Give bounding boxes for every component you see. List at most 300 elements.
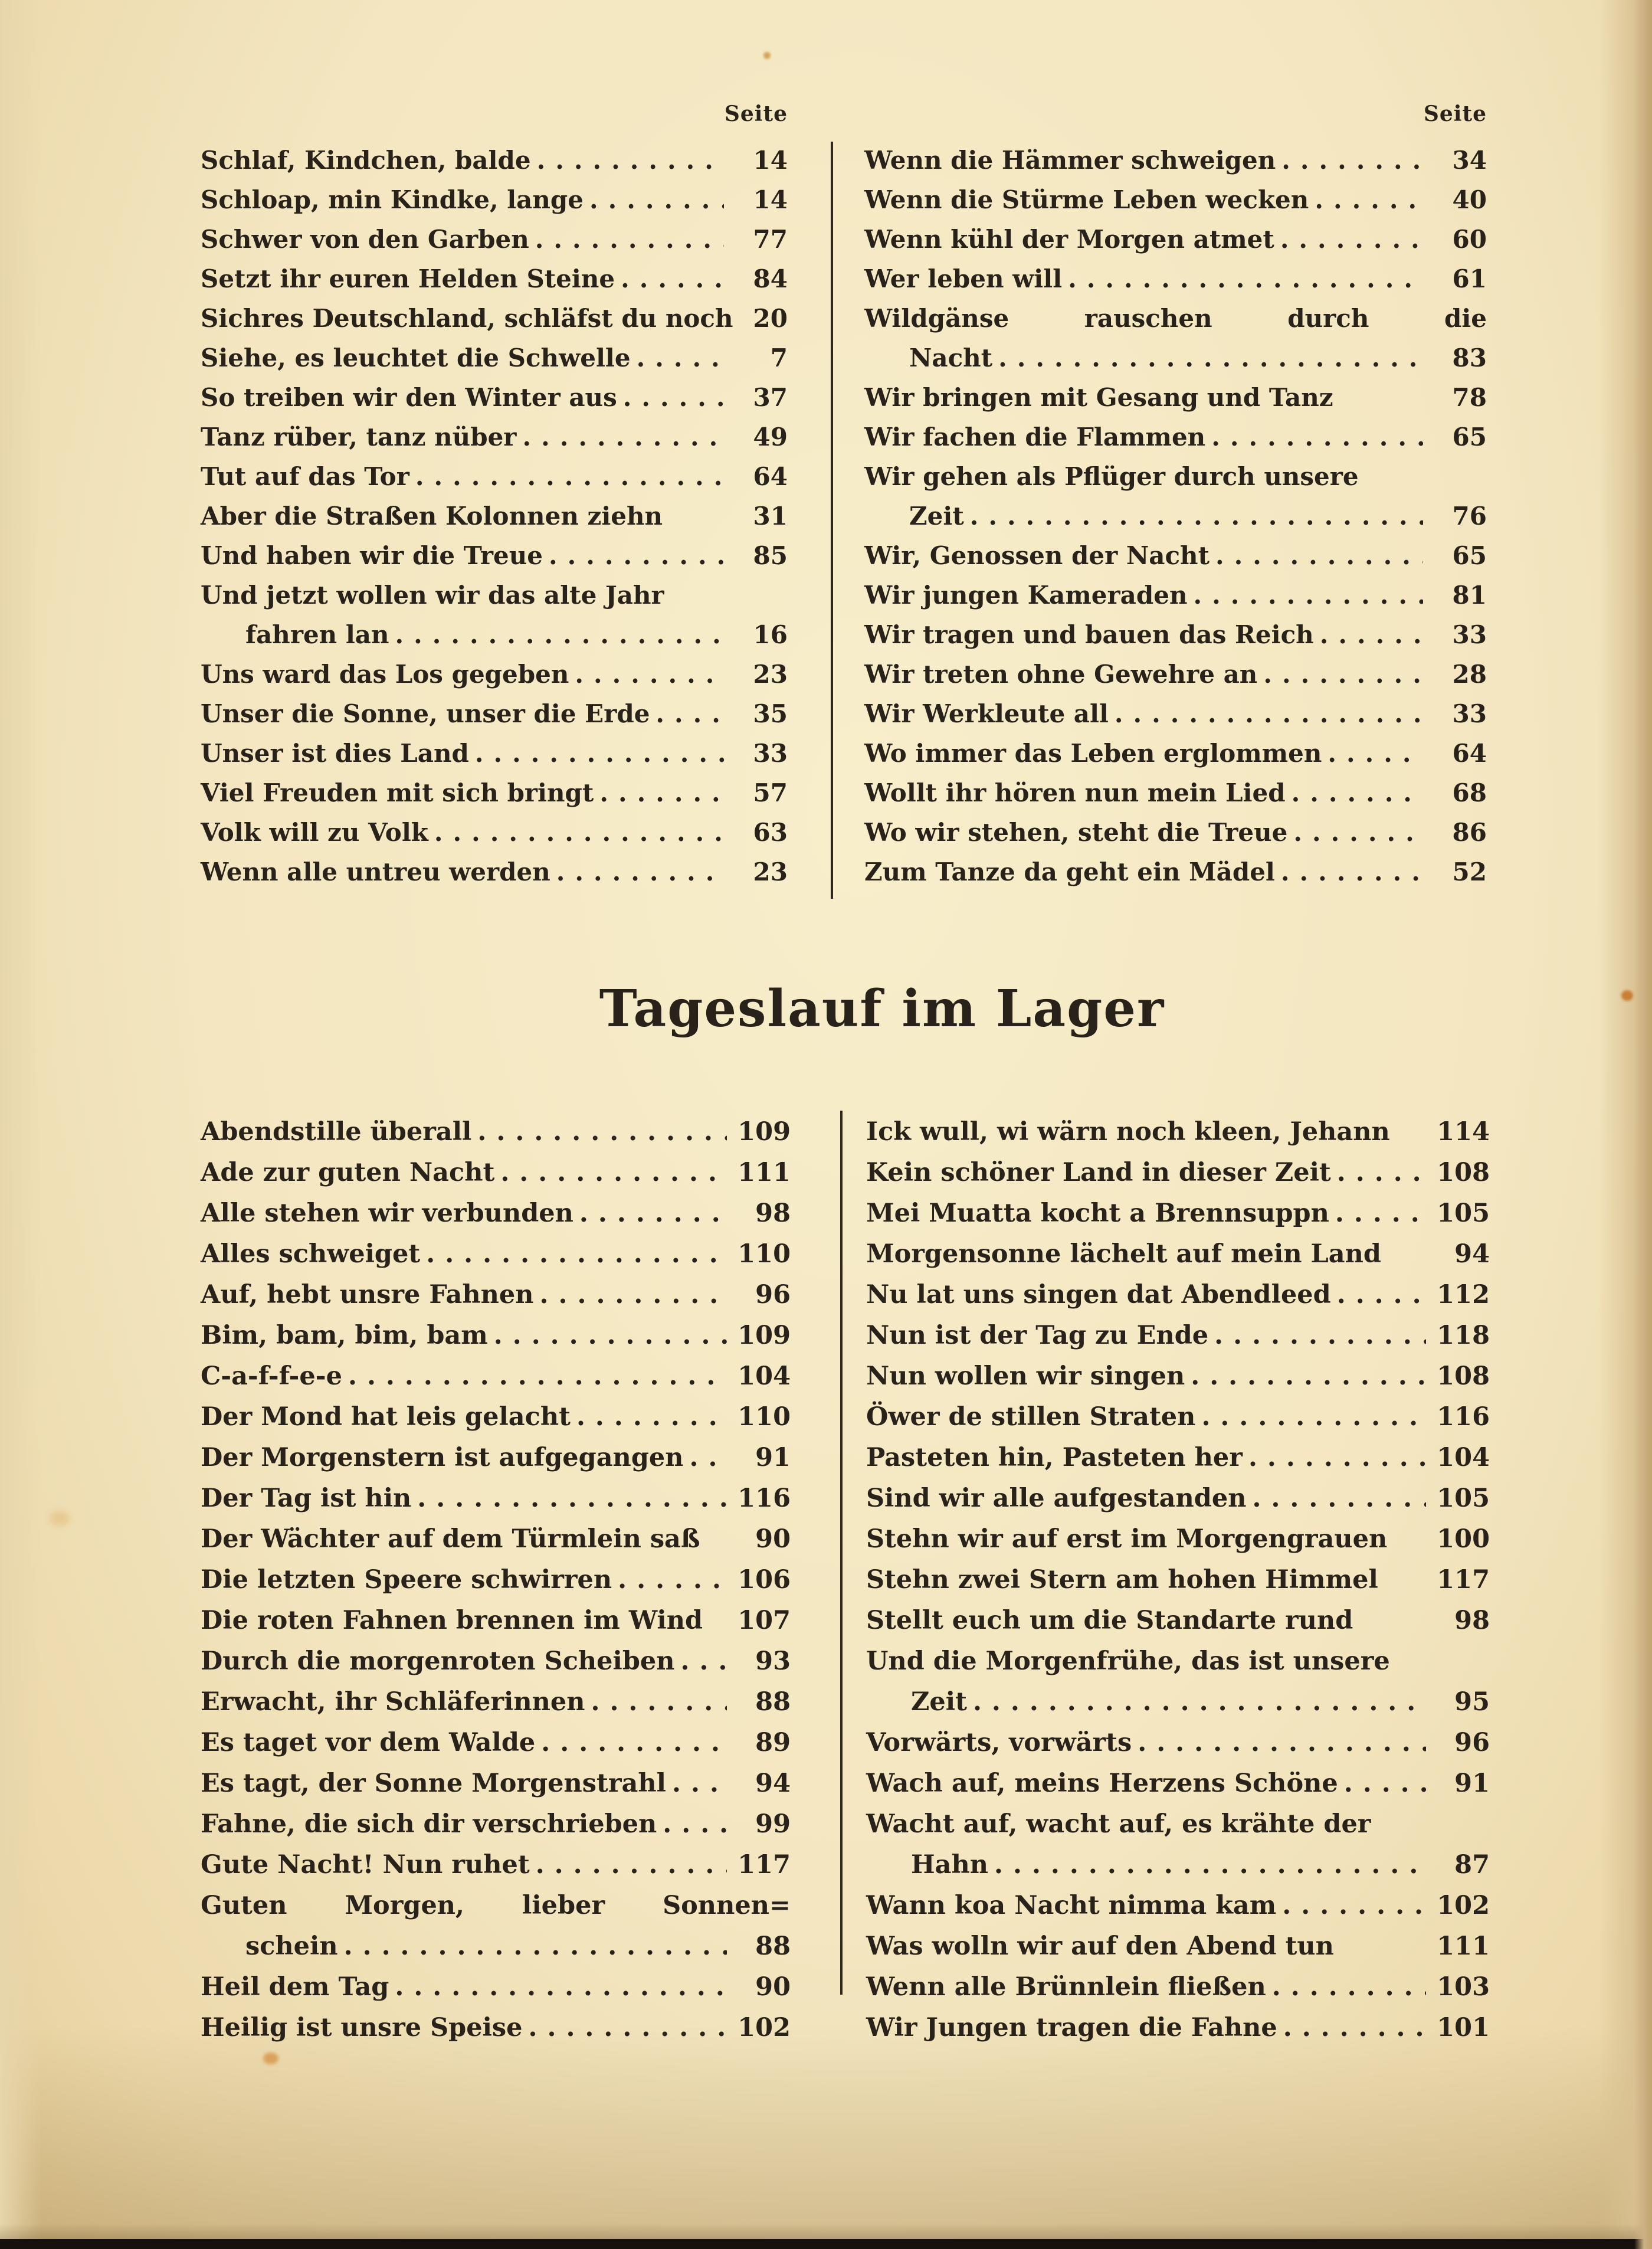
song-title: Wir bringen mit Gesang und Tanz (864, 383, 1333, 412)
song-title: Gute Nacht! Nun ruhet (201, 1850, 530, 1880)
dot-leader (1292, 773, 1423, 813)
song-title: Und haben wir die Treue (201, 541, 543, 570)
song-title: Die roten Fahnen brennen im Wind (201, 1606, 703, 1635)
song-title: Wo immer das Leben erglommen (864, 739, 1322, 768)
toc-entry-line (864, 299, 1487, 338)
toc-entry-line (201, 575, 788, 615)
toc-column-camp-left (201, 1112, 791, 2048)
page-number: 81 (1452, 581, 1487, 610)
dot-leader (549, 536, 724, 575)
toc-entry (201, 654, 788, 694)
toc-entry (864, 773, 1487, 813)
page-number: 76 (1452, 502, 1487, 531)
page-number: 104 (738, 1361, 791, 1391)
page-number: 84 (753, 264, 788, 293)
dot-leader (529, 2008, 727, 2048)
dot-leader (434, 813, 724, 852)
toc-entry (201, 1967, 791, 2008)
toc-entry (201, 1763, 791, 1804)
song-title: Wir Jungen tragen die Fahne (866, 2013, 1277, 2042)
song-title: Siehe, es leuchtet die Schwelle (201, 343, 631, 372)
page-number: 110 (738, 1402, 791, 1432)
toc-entry-line (201, 1885, 791, 1926)
toc-entry (201, 852, 788, 892)
page-number: 57 (753, 778, 788, 807)
song-title: Wollt ihr hören nun mein Lied (864, 778, 1286, 807)
page-number: 34 (1452, 146, 1487, 175)
toc-entry (201, 1845, 791, 1885)
page-number: 117 (1437, 1565, 1490, 1595)
page-number: 68 (1452, 778, 1487, 807)
page-number: 99 (755, 1809, 791, 1839)
toc-entry (201, 457, 788, 496)
page-number: 94 (1454, 1239, 1490, 1269)
dot-leader (1214, 1315, 1426, 1356)
dot-leader (1068, 259, 1423, 299)
toc-entry (201, 615, 788, 654)
dot-leader (494, 1315, 727, 1356)
song-title: Aber die Straßen Kolonnen ziehn (201, 502, 663, 531)
song-title: Mei Muatta kocht a Brennsuppn (866, 1199, 1329, 1228)
dot-leader (536, 1845, 727, 1885)
toc-entry (201, 813, 788, 852)
toc-entry (201, 1926, 791, 1967)
toc-entry (201, 1397, 791, 1438)
song-title: Zum Tanze da geht ein Mädel (864, 857, 1275, 886)
song-title: Stellt euch um die Standarte rund (866, 1606, 1353, 1635)
dot-leader (576, 1397, 727, 1438)
song-title: Alles schweiget (201, 1239, 421, 1269)
paper-stain (263, 2052, 278, 2064)
paper-stain (763, 52, 771, 59)
song-title: Wach auf, meins Herzens Schöne (866, 1769, 1338, 1798)
photo-bottom-edge (0, 2239, 1652, 2249)
page-number: 94 (755, 1769, 791, 1798)
song-title: Stehn zwei Stern am hohen Himmel (866, 1565, 1378, 1595)
toc-entry (864, 536, 1487, 575)
dot-leader (1281, 852, 1423, 892)
dot-leader (1280, 220, 1423, 259)
column-divider-rule-bottom (840, 1111, 843, 1995)
song-title: Wer leben will (864, 264, 1063, 293)
toc-entry (864, 220, 1487, 259)
page-number: 114 (1437, 1117, 1490, 1147)
toc-entry (866, 1397, 1490, 1438)
page-number: 96 (755, 1280, 791, 1310)
toc-entry (864, 734, 1487, 773)
toc-entry-line (866, 1641, 1490, 1682)
song-title: C-a-f-f-e-e (201, 1361, 342, 1391)
song-title: Nun wollen wir singen (866, 1361, 1185, 1391)
dot-leader (1248, 1438, 1426, 1478)
song-title: Wir Werkleute all (864, 699, 1109, 728)
page-number: 108 (1437, 1361, 1490, 1391)
page-number: 33 (1452, 699, 1487, 728)
toc-entry (201, 694, 788, 734)
toc-entry (866, 1112, 1490, 1153)
page-number: 20 (753, 304, 788, 333)
toc-entry (866, 1478, 1490, 1519)
toc-entry (201, 140, 788, 180)
page-number: 64 (753, 462, 788, 491)
page-number: 23 (753, 857, 788, 886)
toc-entry (201, 259, 788, 299)
dot-leader (1252, 1478, 1426, 1519)
dot-leader (970, 496, 1423, 536)
toc-column-top-left (201, 140, 788, 892)
toc-entry (201, 1112, 791, 1153)
page-column-header-right: Seite (1423, 102, 1487, 126)
page-number: 107 (738, 1606, 791, 1635)
page-number: 106 (738, 1565, 791, 1595)
song-title: Der Morgenstern ist aufgegangen (201, 1443, 684, 1472)
dot-leader (1115, 694, 1423, 734)
song-title: Stehn wir auf erst im Morgengrauen (866, 1524, 1388, 1554)
toc-entry (201, 1560, 791, 1600)
toc-entry (201, 1356, 791, 1397)
page-number: 60 (1452, 225, 1487, 254)
toc-column-top-right (864, 140, 1487, 892)
dot-leader (575, 654, 724, 694)
song-title: Der Mond hat leis gelacht (201, 1402, 571, 1432)
page-number: 117 (738, 1850, 791, 1880)
page-number: 77 (753, 225, 788, 254)
page-number: 93 (755, 1646, 791, 1676)
dot-leader (637, 338, 724, 378)
dot-leader (1335, 1193, 1426, 1234)
song-title: Wenn alle Brünnlein fließen (866, 1972, 1266, 2002)
toc-entry (201, 1600, 791, 1641)
page-number: 52 (1452, 857, 1487, 886)
page-number: 116 (1437, 1402, 1490, 1432)
page-number: 63 (753, 818, 788, 847)
toc-entry (866, 1153, 1490, 1193)
song-title: Bim, bam, bim, bam (201, 1321, 488, 1350)
page-number: 90 (755, 1972, 791, 2002)
toc-column-camp-right (866, 1112, 1490, 2048)
toc-entry (866, 1967, 1490, 2008)
song-title: Wir, Genossen der Nacht (864, 541, 1210, 570)
toc-entry (866, 1926, 1490, 1967)
book-fore-edge (1634, 0, 1652, 2249)
page-number: 112 (1437, 1280, 1490, 1310)
song-title: Volk will zu Volk (201, 818, 428, 847)
song-title: Erwacht, ihr Schläferinnen (201, 1687, 585, 1717)
column-divider-rule-top (831, 142, 833, 899)
dot-leader (1272, 1967, 1426, 2008)
song-title: Und jetzt wollen wir das alte Jahr (201, 581, 664, 610)
page-number: 108 (1437, 1158, 1490, 1187)
dot-leader (522, 417, 724, 457)
dot-leader (556, 852, 724, 892)
dot-leader (579, 1193, 727, 1234)
dot-leader (395, 615, 724, 654)
dot-leader (973, 1682, 1426, 1723)
page-number: 88 (755, 1687, 791, 1717)
toc-entry (201, 1723, 791, 1763)
page-number: 91 (755, 1443, 791, 1472)
page-number: 87 (1454, 1850, 1490, 1880)
toc-entry (866, 1356, 1490, 1397)
song-title: Kein schöner Land in dieser Zeit (866, 1158, 1331, 1187)
page-number: 23 (753, 660, 788, 689)
song-title-continuation: schein (245, 1932, 338, 1961)
song-title: Tanz rüber, tanz nüber (201, 423, 517, 451)
page-number: 118 (1437, 1321, 1490, 1350)
page-bottom-shadow (0, 2224, 1652, 2239)
song-title: Wir treten ohne Gewehre an (864, 660, 1258, 689)
page-number: 103 (1437, 1972, 1490, 2002)
page-number: 14 (753, 146, 788, 175)
toc-entry (201, 1193, 791, 1234)
dot-leader (1215, 536, 1423, 575)
toc-entry (864, 417, 1487, 457)
song-title: Wir fachen die Flammen (864, 423, 1206, 451)
song-title: Wenn kühl der Morgen atmet (864, 225, 1274, 254)
dot-leader (344, 1926, 727, 1967)
toc-entry (864, 180, 1487, 220)
page-number: 89 (755, 1728, 791, 1757)
dot-leader (1315, 180, 1423, 220)
dot-leader (591, 1682, 727, 1723)
song-title: Setzt ihr euren Helden Steine (201, 264, 615, 293)
toc-entry (201, 734, 788, 773)
song-title: Vorwärts, vorwärts (866, 1728, 1132, 1757)
dot-leader (417, 1478, 727, 1519)
toc-entry (866, 1193, 1490, 1234)
page-number: 98 (755, 1199, 791, 1228)
dot-leader (1344, 1763, 1426, 1804)
toc-entry (866, 1438, 1490, 1478)
song-title-continuation: Zeit (909, 502, 964, 531)
paper-stain (50, 1511, 70, 1526)
page-number: 90 (755, 1524, 791, 1554)
page-number: 64 (1452, 739, 1487, 768)
dot-leader (655, 694, 724, 734)
dot-leader (1201, 1397, 1426, 1438)
dot-leader (1281, 140, 1423, 180)
song-title: Wildgänse rauschen durch die (864, 304, 1487, 333)
dot-leader (541, 1723, 727, 1763)
toc-entry (866, 1519, 1490, 1560)
song-title: Durch die morgenroten Scheiben (201, 1646, 675, 1676)
dot-leader (623, 378, 724, 417)
song-title: Wenn die Hämmer schweigen (864, 146, 1276, 175)
song-title: Auf, hebt unsre Fahnen (201, 1280, 534, 1310)
page-number: 28 (1452, 660, 1487, 689)
toc-entry (864, 140, 1487, 180)
dot-leader (1211, 417, 1423, 457)
page-number: 65 (1452, 423, 1487, 451)
song-title: Öwer de stillen Straten (866, 1402, 1196, 1432)
dot-leader (618, 1560, 727, 1600)
song-title: Wir tragen und bauen das Reich (864, 620, 1314, 649)
page-number: 83 (1452, 343, 1487, 372)
page-number: 111 (738, 1158, 791, 1187)
song-title: Wir gehen als Pflüger durch unsere (864, 462, 1359, 491)
dot-leader (589, 180, 724, 220)
song-title: Wenn alle untreu werden (201, 857, 550, 886)
dot-leader (1328, 734, 1423, 773)
dot-leader (535, 220, 724, 259)
page-number: 33 (753, 739, 788, 768)
toc-entry (201, 299, 788, 338)
song-title: Wenn die Stürme Leben wecken (864, 185, 1309, 214)
toc-entry (201, 338, 788, 378)
page-number: 14 (753, 185, 788, 214)
page-number: 98 (1454, 1606, 1490, 1635)
song-title: Sichres Deutschland, schläfst du noch (201, 304, 733, 333)
page-number: 85 (753, 541, 788, 570)
song-title: Fahne, die sich dir verschrieben (201, 1809, 657, 1839)
dot-leader (477, 1112, 727, 1153)
toc-entry (866, 1315, 1490, 1356)
page-number: 61 (1452, 264, 1487, 293)
song-title: Nun ist der Tag zu Ende (866, 1321, 1209, 1350)
song-title: Unser die Sonne, unser die Erde (201, 699, 650, 728)
dot-leader (415, 457, 724, 496)
toc-entry (201, 773, 788, 813)
toc-entry (201, 1478, 791, 1519)
toc-entry (201, 1153, 791, 1193)
toc-entry (864, 852, 1487, 892)
song-title: Der Tag ist hin (201, 1484, 412, 1513)
song-title: Wir jungen Kameraden (864, 581, 1188, 610)
dot-leader (1138, 1723, 1426, 1763)
toc-entry (201, 1519, 791, 1560)
song-title-continuation: fahren lan (245, 620, 389, 649)
song-title: Abendstille überall (201, 1117, 472, 1147)
song-title: Ade zur guten Nacht (201, 1158, 495, 1187)
page-number: 37 (753, 383, 788, 412)
page-column-header-left: Seite (724, 102, 788, 126)
page-number: 101 (1437, 2013, 1490, 2042)
toc-entry (201, 417, 788, 457)
song-title: Guten Morgen, lieber Sonnen= (201, 1891, 791, 1920)
toc-entry (201, 1438, 791, 1478)
toc-entry (201, 1682, 791, 1723)
toc-entry (864, 694, 1487, 734)
song-title: Pasteten hin, Pasteten her (866, 1443, 1243, 1472)
dot-leader (348, 1356, 727, 1397)
toc-entry (201, 1315, 791, 1356)
song-title: Und die Morgenfrühe, das ist unsere (866, 1646, 1390, 1676)
dot-leader (395, 1967, 727, 2008)
dot-leader (1282, 1885, 1426, 1926)
toc-entry (201, 180, 788, 220)
page-number: 100 (1437, 1524, 1490, 1554)
toc-entry (864, 378, 1487, 417)
dot-leader (1337, 1275, 1426, 1315)
toc-entry (201, 378, 788, 417)
toc-entry (866, 1682, 1490, 1723)
page-number: 116 (738, 1484, 791, 1513)
toc-entry (866, 1275, 1490, 1315)
song-title: Wo wir stehen, steht die Treue (864, 818, 1288, 847)
toc-entry (201, 1275, 791, 1315)
page-number: 7 (770, 343, 788, 372)
page-number: 96 (1454, 1728, 1490, 1757)
song-title: Nu lat uns singen dat Abendleed (866, 1280, 1331, 1310)
song-title: Tut auf das Tor (201, 462, 409, 491)
song-title: Uns ward das Los gegeben (201, 660, 569, 689)
toc-entry (864, 259, 1487, 299)
page-number: 110 (738, 1239, 791, 1269)
section-heading: Tageslauf im Lager (599, 979, 1165, 1039)
toc-entry (866, 1845, 1490, 1885)
dot-leader (1320, 615, 1423, 654)
page-number: 16 (753, 620, 788, 649)
toc-entry (201, 220, 788, 259)
page-number: 102 (738, 2013, 791, 2042)
page-number: 104 (1437, 1443, 1490, 1472)
dot-leader (1194, 575, 1424, 615)
song-title: Schlaf, Kindchen, balde (201, 146, 531, 175)
dot-leader (1191, 1356, 1426, 1397)
dot-leader (1293, 813, 1423, 852)
dot-leader (663, 1804, 727, 1845)
page-number: 86 (1452, 818, 1487, 847)
toc-entry (201, 1804, 791, 1845)
toc-entry (866, 1885, 1490, 1926)
page-number: 102 (1437, 1891, 1490, 1920)
song-title: Sind wir alle aufgestanden (866, 1484, 1247, 1513)
page-number: 35 (753, 699, 788, 728)
dot-leader (681, 1641, 727, 1682)
song-title: Der Wächter auf dem Türmlein saß (201, 1524, 700, 1554)
toc-entry (201, 536, 788, 575)
song-title: Heil dem Tag (201, 1972, 389, 2002)
page-number: 65 (1452, 541, 1487, 570)
song-title: Es tagt, der Sonne Morgenstrahl (201, 1769, 666, 1798)
toc-entry (866, 1723, 1490, 1763)
song-title: Unser ist dies Land (201, 739, 469, 768)
song-title: Heilig ist unsre Speise (201, 2013, 523, 2042)
dot-leader (672, 1763, 727, 1804)
toc-entry (201, 2008, 791, 2048)
song-title: Was wolln wir auf den Abend tun (866, 1932, 1334, 1961)
dot-leader (621, 259, 724, 299)
song-title: Ick wull, wi wärn noch kleen, Jehann (866, 1117, 1390, 1147)
toc-entry (864, 338, 1487, 378)
song-title: So treiben wir den Winter aus (201, 383, 617, 412)
page-number: 88 (755, 1932, 791, 1961)
toc-entry (866, 2008, 1490, 2048)
dot-leader (1263, 654, 1423, 694)
song-title: Viel Freuden mit sich bringt (201, 778, 594, 807)
page-number: 91 (1454, 1769, 1490, 1798)
dot-leader (998, 338, 1423, 378)
song-title: Die letzten Speere schwirren (201, 1565, 612, 1595)
song-title: Wacht auf, wacht auf, es krähte der (866, 1809, 1371, 1839)
toc-entry-line (866, 1804, 1490, 1845)
toc-entry (866, 1600, 1490, 1641)
toc-entry (201, 1641, 791, 1682)
page-number: 109 (738, 1321, 791, 1350)
dot-leader (1283, 2008, 1426, 2048)
dot-leader (500, 1153, 727, 1193)
dot-leader (994, 1845, 1426, 1885)
dot-leader (475, 734, 724, 773)
dot-leader (599, 773, 724, 813)
dot-leader (426, 1234, 727, 1275)
toc-entry (864, 615, 1487, 654)
page-number: 95 (1454, 1687, 1490, 1717)
song-title: Es taget vor dem Walde (201, 1728, 536, 1757)
song-title: Wann koa Nacht nimma kam (866, 1891, 1277, 1920)
song-title: Alle stehen wir verbunden (201, 1199, 573, 1228)
toc-entry (866, 1763, 1490, 1804)
